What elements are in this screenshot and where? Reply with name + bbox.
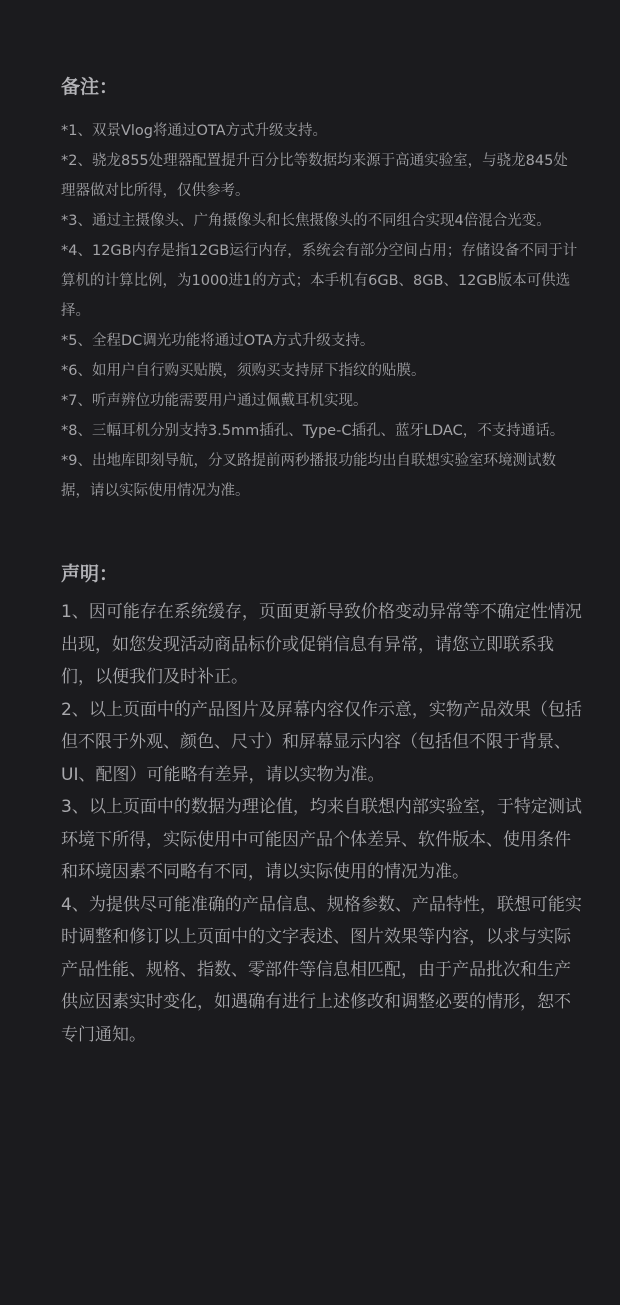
note-item: *9、出地库即刻导航，分叉路提前两秒播报功能均出自联想实验室环境测试数据，请以实际使用情况为准。	[61, 453, 556, 499]
note-item: *5、全程DC调光功能将通过OTA方式升级支持。	[61, 333, 375, 349]
note-item: *6、如用户自行购买贴膜，须购买支持屏下指纹的贴膜。	[61, 363, 426, 379]
note-item: *2、骁龙855处理器配置提升百分比等数据均来源于高通实验室，与骁龙845处理器做对比所得，仅供参考。	[61, 153, 568, 199]
statement-list	[61, 596, 582, 1051]
note-item: *8、三幅耳机分别支持3.5mm插孔、Type-C插孔、蓝牙LDAC，不支持通话。	[61, 423, 565, 439]
statement-item: 2、以上页面中的产品图片及屏幕内容仅作示意，实物产品效果（包括但不限于外观、颜色、尺寸）和屏幕显示内容（包括但不限于背景、UI、配图）可能略有差异，请以实物为准。	[61, 699, 582, 785]
note-item: *7、听声辨位功能需要用户通过佩戴耳机实现。	[61, 393, 368, 409]
note-item: *4、12GB内存是指12GB运行内存，系统会有部分空间占用；存储设备不同于计算机的计算比例，为1000进1的方式；本手机有6GB、8GB、12GB版本可供选择。	[61, 243, 578, 319]
notes-list	[61, 116, 582, 506]
notes-title: 备注：	[61, 76, 119, 98]
statement-item: 3、以上页面中的数据为理论值，均来自联想内部实验室，于特定测试环境下所得，实际使用中可能因产品个体差异、软件版本、使用条件和环境因素不同略有不同，请以实际使用的情况为准。	[61, 797, 582, 882]
statement-item: 1、因可能存在系统缓存，页面更新导致价格变动异常等不确定性情况出现，如您发现活动商品标价或促销信息有异常，请您立即联系我们，以便我们及时补正。	[61, 602, 582, 687]
note-item: *1、双景Vlog将通过OTA方式升级支持。	[61, 123, 328, 139]
note-item: *3、通过主摄像头、广角摄像头和长焦摄像头的不同组合实现4倍混合光变。	[61, 213, 551, 229]
statement-item: 4、为提供尽可能准确的产品信息、规格参数、产品特性，联想可能实时调整和修订以上页面中的文字表述、图片效果等内容，以求与实际产品性能、规格、指数、零部件等信息相匹配，由于产品批次和生产供应因素实时变化，如遇确有进行上述修改和调整必要的情形，恕不专门通知。	[61, 894, 582, 1045]
statement-title: 声明：	[61, 563, 119, 585]
